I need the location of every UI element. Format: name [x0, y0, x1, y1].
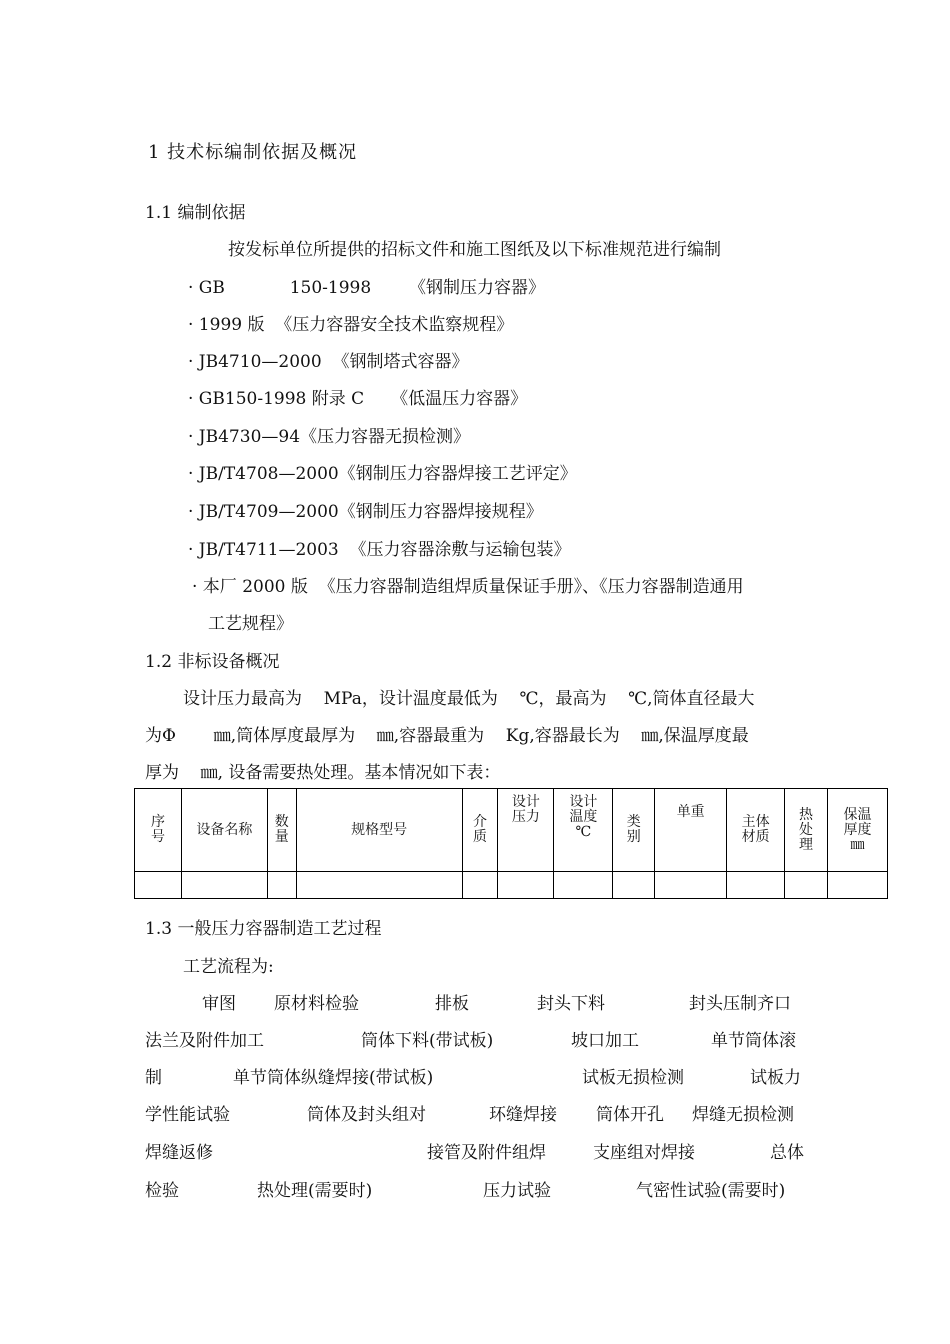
flow-step: 单节筒体纵缝焊接(带试板) [233, 1068, 434, 1088]
col-header-qty: 数 量 [267, 789, 296, 872]
standard-item: · JB/T4711—2003 《压力容器涂敷与运输包装》 [188, 540, 571, 560]
col-header-index: 序 号 [135, 789, 182, 872]
flow-step: 支座组对焊接 [593, 1143, 695, 1163]
table-row [135, 872, 888, 899]
standard-item-continuation: 工艺规程》 [208, 614, 293, 634]
flow-step: 总体 [770, 1143, 804, 1163]
flow-step: 热处理(需要时) [257, 1181, 373, 1201]
flow-step: 坡口加工 [571, 1031, 639, 1051]
col-header-medium: 介 质 [462, 789, 498, 872]
overview-paragraph-line: 设计压力最高为 MPa，设计温度最低为 ℃，最高为 ℃,筒体直径最大 [183, 689, 755, 709]
col-header-temperature: 设计 温度 ℃ [554, 789, 613, 872]
col-header-spec: 规格型号 [296, 789, 462, 872]
section-1-3-title: 1.3 一般压力容器制造工艺过程 [145, 919, 382, 939]
standard-item: · 本厂 2000 版 《压力容器制造组焊质量保证手册》、《压力容器制造通用 [192, 577, 744, 597]
col-header-category: 类 别 [613, 789, 655, 872]
flow-step: 接管及附件组焊 [427, 1143, 546, 1163]
col-header-unit-weight: 单重 [655, 789, 727, 872]
flow-step: 试板力 [750, 1068, 801, 1088]
standard-item: · JB4730—94《压力容器无损检测》 [188, 427, 471, 447]
table-header-row [135, 789, 888, 872]
flow-step: 筒体下料(带试板) [361, 1031, 494, 1051]
standard-item: · GB 150-1998 《钢制压力容器》 [188, 278, 546, 298]
flow-step: 封头压制齐口 [689, 994, 791, 1014]
flow-step: 气密性试验(需要时) [636, 1181, 786, 1201]
col-header-heat-treatment: 热 处 理 [785, 789, 828, 872]
equipment-table [134, 788, 888, 899]
col-header-insulation: 保温 厚度 ㎜ [828, 789, 888, 872]
standard-item: · JB/T4708—2000《钢制压力容器焊接工艺评定》 [188, 464, 577, 484]
section-1-1-title: 1.1 编制依据 [145, 203, 246, 223]
flow-step: 焊缝返修 [145, 1143, 213, 1163]
standard-item: · GB150-1998 附录 C 《低温压力容器》 [188, 389, 528, 409]
flow-step: 检验 [145, 1181, 179, 1201]
section-1-heading: 1 技术标编制依据及概况 [148, 142, 358, 163]
section-1-1-intro: 按发标单位所提供的招标文件和施工图纸及以下标准规范进行编制 [228, 240, 721, 260]
flow-step: 封头下料 [537, 994, 605, 1014]
flow-step: 压力试验 [483, 1181, 551, 1201]
col-header-pressure: 设计 压力 [498, 789, 554, 872]
flow-step: 筒体开孔 [596, 1105, 664, 1125]
flow-step: 制 [145, 1068, 162, 1088]
flow-step: 焊缝无损检测 [692, 1105, 794, 1125]
flow-step: 环缝焊接 [489, 1105, 557, 1125]
standard-item: · JB4710—2000 《钢制塔式容器》 [188, 352, 469, 372]
standard-item: · JB/T4709—2000《钢制压力容器焊接规程》 [188, 502, 543, 522]
flow-step: 原材料检验 [274, 994, 359, 1014]
flow-step: 审图 [202, 994, 236, 1014]
overview-paragraph-line: 厚为 ㎜, 设备需要热处理。基本情况如下表： [145, 763, 501, 783]
flow-step: 筒体及封头组对 [307, 1105, 426, 1125]
flow-label: 工艺流程为: [183, 957, 274, 977]
flow-step: 单节筒体滚 [711, 1031, 796, 1051]
section-1-2-title: 1.2 非标设备概况 [145, 652, 280, 672]
overview-paragraph-line: 为Φ ㎜,筒体厚度最厚为 ㎜,容器最重为 Kg,容器最长为 ㎜,保温厚度最 [145, 726, 749, 746]
flow-step: 法兰及附件加工 [145, 1031, 264, 1051]
col-header-material: 主体 材质 [727, 789, 785, 872]
flow-step: 排板 [435, 994, 469, 1014]
col-header-name: 设备名称 [181, 789, 267, 872]
flow-step: 学性能试验 [145, 1105, 230, 1125]
standard-item: · 1999 版 《压力容器安全技术监察规程》 [188, 315, 514, 335]
flow-step: 试板无损检测 [582, 1068, 684, 1088]
